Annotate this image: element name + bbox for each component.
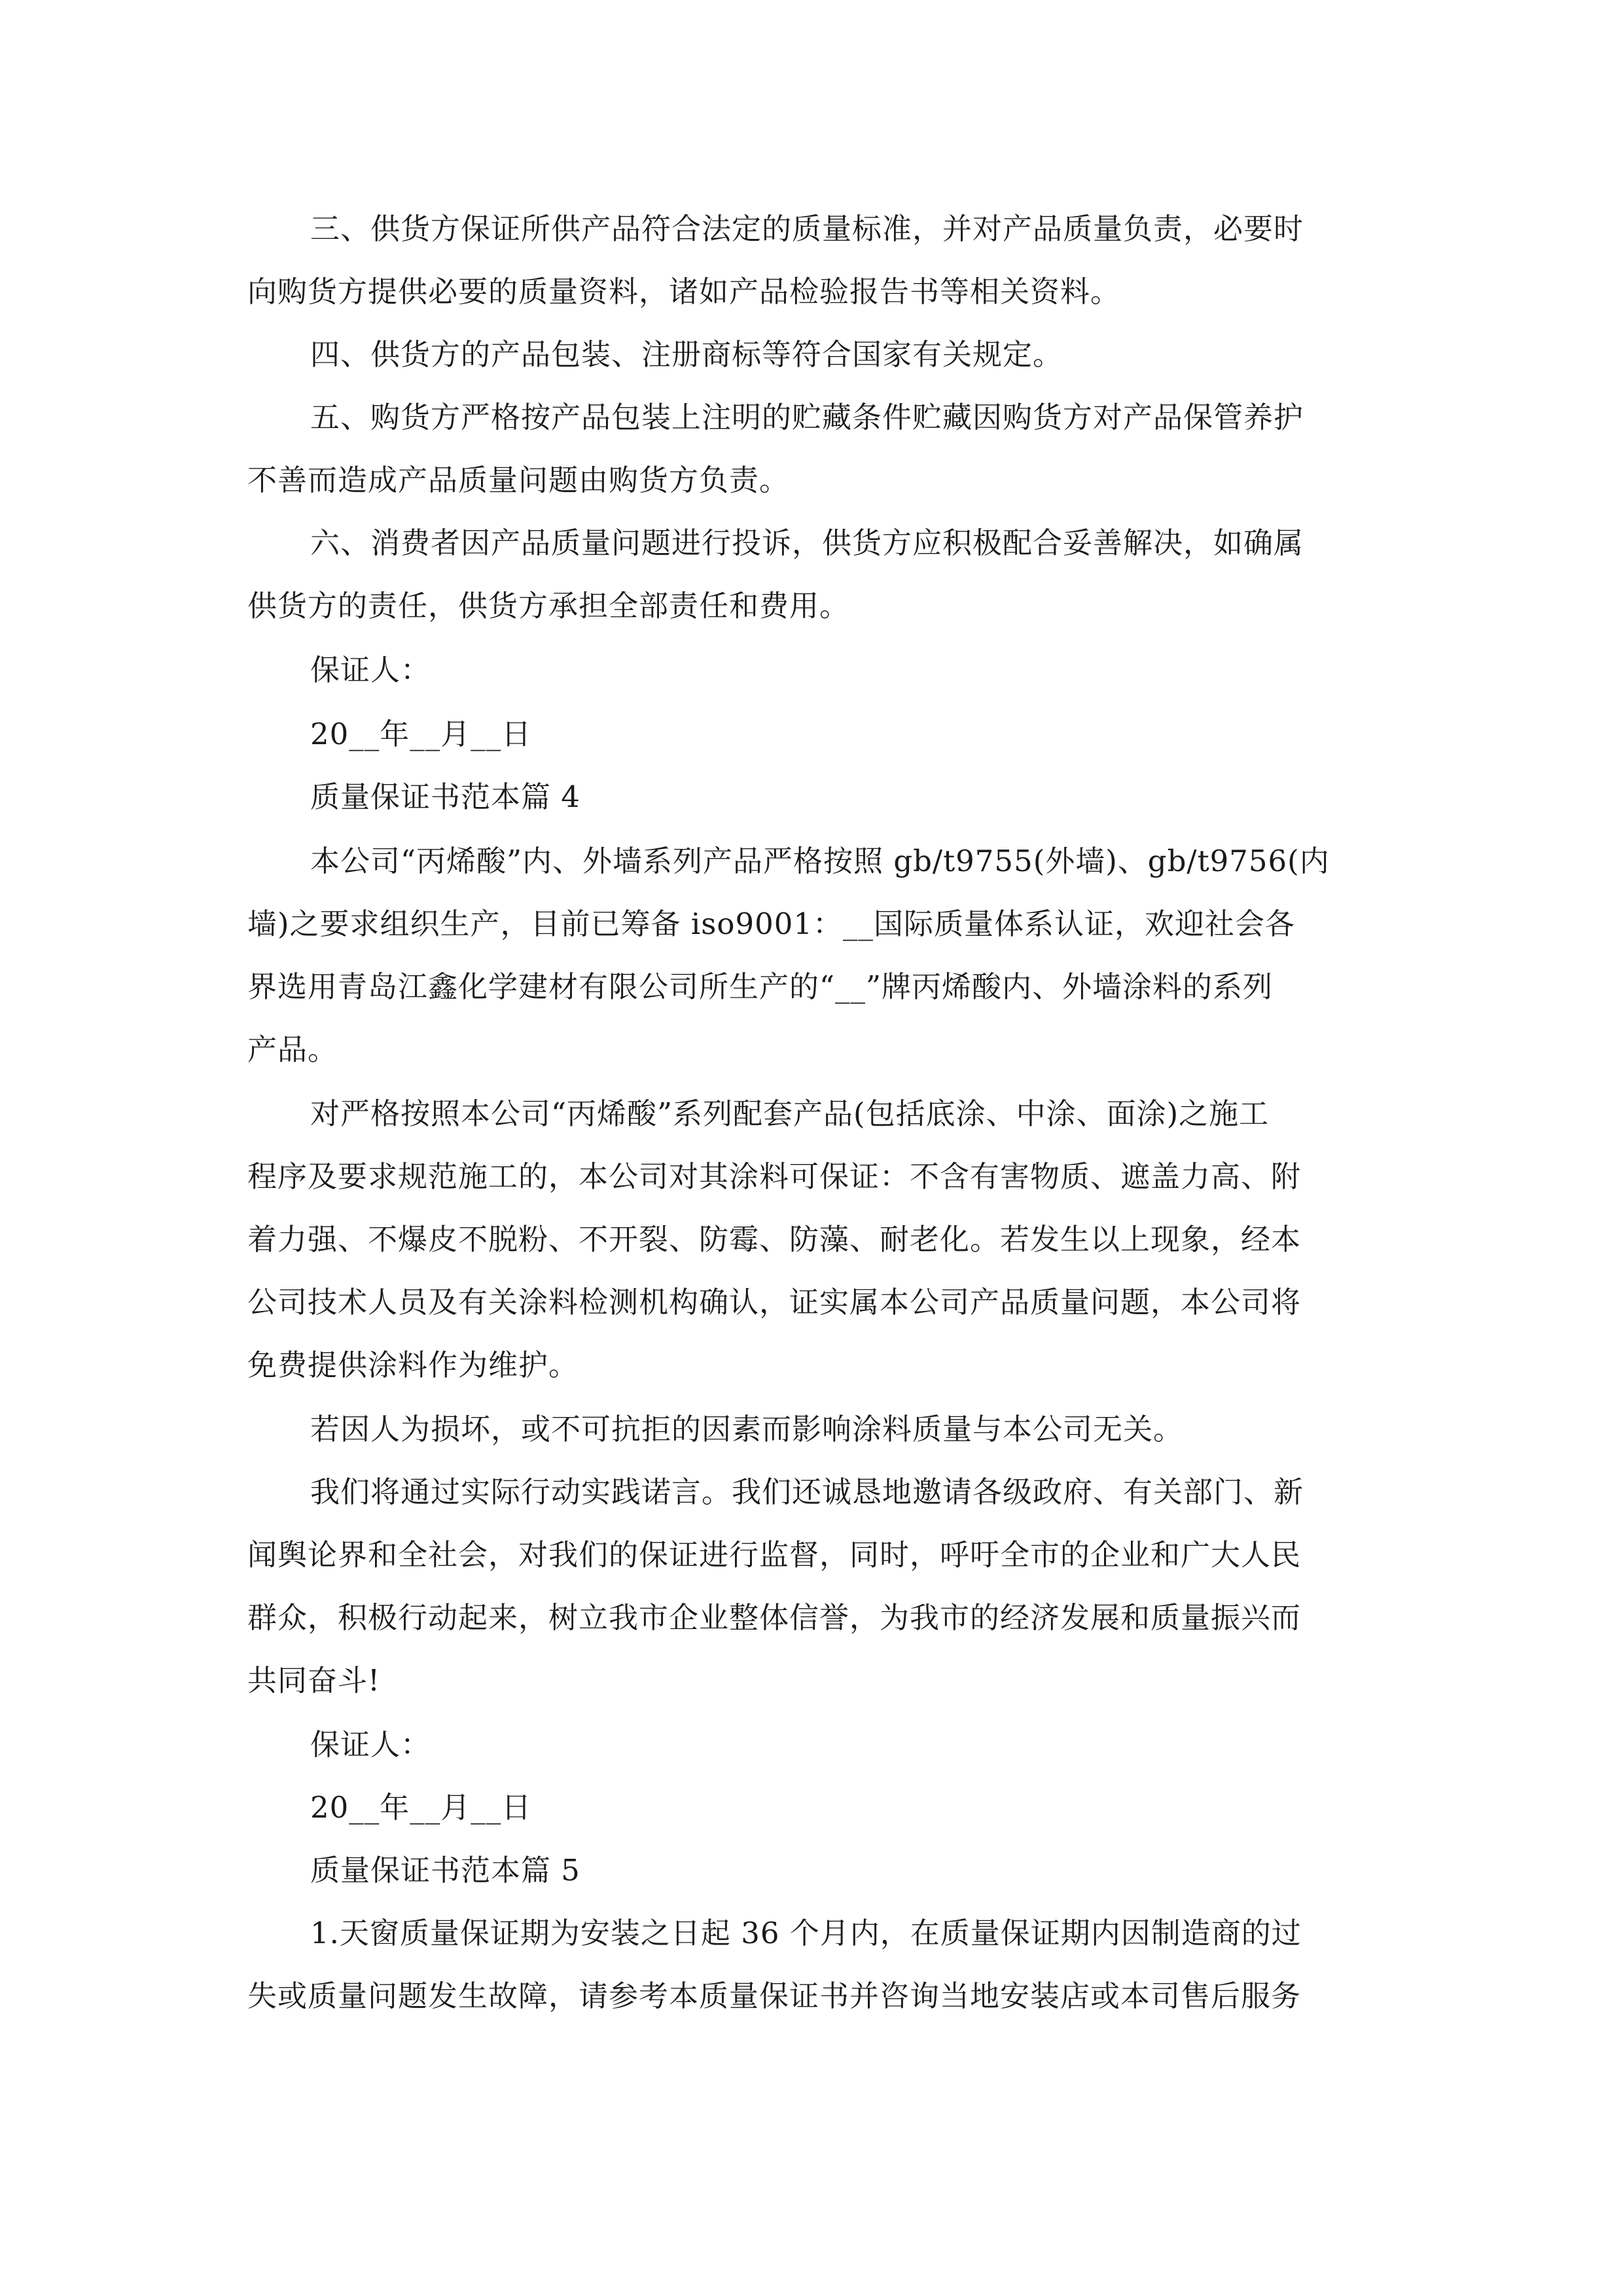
paragraph-3-line-2: 向购货方提供必要的质量资料，诸如产品检验报告书等相关资料。: [247, 274, 1121, 309]
paragraph-4-line-1: 四、供货方的产品包装、注册商标等符合国家有关规定。: [310, 337, 1063, 372]
paragraph-8-line-4: 公司技术人员及有关涂料检测机构确认，证实属本公司产品质量问题，本公司将: [247, 1285, 1302, 1319]
paragraph-11-line-2: 失或质量问题发生故障，请参考本质量保证书并咨询当地安装店或本司售后服务: [247, 1979, 1302, 2013]
paragraph-7-line-2: 墙)之要求组织生产，目前已筹备 iso9001：__国际质量体系认证，欢迎社会各: [247, 906, 1295, 941]
section-heading: 质量保证书范本篇 4: [310, 780, 580, 814]
guarantor-label: 保证人：: [310, 1727, 431, 1762]
paragraph-6-line-2: 供货方的责任，供货方承担全部责任和费用。: [247, 588, 850, 623]
paragraph-8-line-5: 免费提供涂料作为维护。: [247, 1348, 579, 1382]
paragraph-6-line-1: 六、消费者因产品质量问题进行投诉，供货方应积极配合妥善解决，如确属: [310, 526, 1304, 560]
paragraph-3-line-1: 三、供货方保证所供产品符合法定的质量标准，并对产品质量负责，必要时: [310, 211, 1304, 246]
paragraph-5-line-1: 五、购货方严格按产品包装上注明的贮藏条件贮藏因购货方对产品保管养护: [310, 400, 1304, 435]
paragraph-10-line-1: 我们将通过实际行动实践诺言。我们还诚恳地邀请各级政府、有关部门、新: [310, 1475, 1304, 1509]
paragraph-8-line-1: 对严格按照本公司“丙烯酸”系列配套产品(包括底涂、中涂、面涂)之施工: [310, 1096, 1270, 1131]
paragraph-9-line-1: 若因人为损坏，或不可抗拒的因素而影响涂料质量与本公司无关。: [310, 1412, 1184, 1446]
paragraph-10-line-4: 共同奋斗!: [247, 1663, 381, 1698]
paragraph-7-line-1: 本公司“丙烯酸”内、外墙系列产品严格按照 gb/t9755(外墙)、gb/t9756(内: [310, 844, 1330, 878]
paragraph-10-line-3: 群众，积极行动起来，树立我市企业整体信誉，为我市的经济发展和质量振兴而: [247, 1600, 1302, 1635]
paragraph-7-line-4: 产品。: [247, 1032, 338, 1067]
guarantor-label: 保证人：: [310, 653, 431, 687]
date-line: 20__年__月__日: [310, 717, 532, 751]
paragraph-5-line-2: 不善而造成产品质量问题由购货方负责。: [247, 463, 790, 497]
paragraph-10-line-2: 闻舆论界和全社会，对我们的保证进行监督，同时，呼吁全市的企业和广大人民: [247, 1537, 1302, 1572]
paragraph-8-line-2: 程序及要求规范施工的，本公司对其涂料可保证：不含有害物质、遮盖力高、附: [247, 1159, 1302, 1194]
date-line: 20__年__月__日: [310, 1790, 532, 1825]
section-heading: 质量保证书范本篇 5: [310, 1853, 580, 1888]
paragraph-7-line-3: 界选用青岛江鑫化学建材有限公司所生产的“__”牌丙烯酸内、外墙涂料的系列: [247, 969, 1274, 1004]
paragraph-8-line-3: 着力强、不爆皮不脱粉、不开裂、防霉、防藻、耐老化。若发生以上现象，经本: [247, 1222, 1302, 1257]
paragraph-11-line-1: 1.天窗质量保证期为安装之日起 36 个月内，在质量保证期内因制造商的过: [310, 1916, 1302, 1950]
